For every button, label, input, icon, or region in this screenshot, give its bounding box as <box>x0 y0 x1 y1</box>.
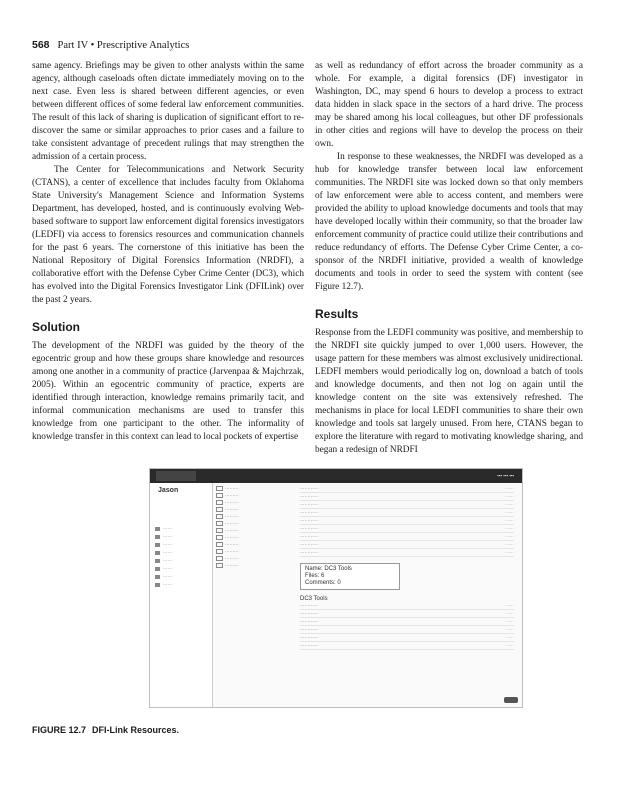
left-paragraph-2: The Center for Telecommunications and Network Security (CTANS), a center of excellence that includes faculty from Oklahoma State University's Management Science and Information Systems Department, has developed, hosted, and is continuously evolving Web-based software to support law enforcement digital forensics investigators (LEDFI) via access to forensics resources and communication channels for the past 6 years. The cornerstone of this initiative has been the National Repository of Digital Forensics Information (NRDFI), a collaborative effort with the Defense Cyber Crime Center (DC3), which has evolved into the Digital Forensics Investigator Link (DFILink) over the past 2 years. <box>32 165 304 305</box>
right-paragraph-2: In response to these weaknesses, the NRDFI was developed as a hub for knowledge transfer between local law enforcement communities. The NRDFI site was locked down so that only members of law enforcement were able to access content, and members were provided the ability to upload knowledge documents and tools that may have developed locally within their community, so that the broader law enforcement community of practice could utilize their contributions and reduce redundancy of efforts. The Defense Cyber Crime Center, a co-sponsor of the NRDFI initiative, provided a wealth of knowledge documents and tools in order to seed the system with content (see Figure 12.7). <box>315 152 583 292</box>
figure-box-line: Files: 6 <box>305 573 325 579</box>
left-column <box>32 60 304 444</box>
figure-caption <box>32 725 179 735</box>
right-paragraph-1: as well as redundancy of effort across the broader community as a whole. For example, a digital forensics (DF) investigator in Washington, DC, may spend 6 hours to develop a process to extract data hidden in slack space in the sectors of a hard drive. The process may be shared among his local colleagues, but other DF professionals in other cities and regions will have to develop the process on their own. <box>315 61 583 149</box>
figure-table-row: ············ ······ <box>300 603 514 608</box>
figure-logo <box>156 471 196 481</box>
figure-section-heading: DC3 Tools <box>300 596 328 602</box>
figure-title: DFI-Link Resources. <box>92 725 180 735</box>
running-header <box>32 39 189 51</box>
figure-menu-item: ······ <box>155 525 172 533</box>
figure-table-row: ············ ······ <box>300 643 514 648</box>
figure-table-row: ············ ······ <box>300 518 514 523</box>
figure-tree-item: ········· <box>216 555 296 562</box>
figure-corner-button <box>504 697 518 703</box>
figure-table-row: ············ ······ <box>300 619 514 624</box>
running-title: Part IV • Prescriptive Analytics <box>57 40 190 51</box>
figure-table-row: ············ ······ <box>300 542 514 547</box>
figure-table-row: ············ ······ <box>300 486 514 491</box>
figure-top-bar <box>150 469 522 483</box>
left-paragraph-3: The development of the NRDFI was guided by the theory of the egocentric group and how these groups share knowledge and resources among one another in a community of practice (Jarvenpaa & Majchrzak, 2005). Within an egocentric community of practice, experts are identified through interaction, knowledge remains primarily tacit, and informal communication mechanisms are used to transfer this knowledge from one participant to the other. The informality of knowledge transfer in this context can lead to local pockets of expertise <box>32 341 304 442</box>
figure-table-row: ············ ······ <box>300 635 514 640</box>
figure-box-line: Name: DC3 Tools <box>305 566 352 572</box>
right-paragraph-3: Response from the LEDFI community was positive, and membership to the NRDFI site quickly jumped to over 1,000 users. However, the usage pattern for these members was almost exclusively unidirectional. LEDFI members would periodically log on, download a batch of tools and knowledge documents, and then not log on again until the knowledge content on the site was extensively refreshed. The mechanisms in place for local LEDFI communities to share their own knowledge and tools sat largely unused. From here, CTANS began to explore the literature with regard to motivating knowledge sharing, and began a redesign of NRDFI <box>315 328 583 455</box>
figure-menu-item: ······ <box>155 549 172 557</box>
left-paragraph-1: same agency. Briefings may be given to other analysts within the same agency, although caseloads often dictate immediately moving on to the next case. Even less is shared between different agencies, or even between different offices of some federal law enforcement communities. The result of this lack of sharing is duplication of significant effort to re-discover the same or similar approaches to prior cases and a failure to take consistent advantage of precedent rulings that may strengthen the admission of a certain process. <box>32 61 304 162</box>
figure-menu-item: ······ <box>155 541 172 549</box>
figure-tree-item: ········· <box>216 541 296 548</box>
figure-table-row: ············ ······ <box>300 534 514 539</box>
figure-sidebar <box>150 483 213 707</box>
figure-label: FIGURE 12.7 <box>32 725 87 735</box>
figure-table-row: ············ ······ <box>300 526 514 531</box>
results-heading: Results <box>315 307 359 321</box>
figure-sidebar-menu <box>155 525 172 589</box>
figure-menu-item: ······ <box>155 533 172 541</box>
figure-nav-links: ▪▪▪ ▪▪▪ ▪▪▪ <box>497 473 514 478</box>
figure-folder-tree <box>216 485 296 595</box>
figure-table-row: ············ ······ <box>300 510 514 515</box>
figure-main-panel <box>300 485 514 650</box>
figure-tree-item: ········· <box>216 534 296 541</box>
figure-tree-item: ········· <box>216 513 296 520</box>
figure-table-row: ············ ······ <box>300 550 514 555</box>
figure-tree-item: ········· <box>216 527 296 534</box>
figure-tree-item: ········· <box>216 562 296 569</box>
figure-table-row: ············ ······ <box>300 611 514 616</box>
figure-menu-item: ······ <box>155 557 172 565</box>
figure-tree-item: ········· <box>216 485 296 492</box>
figure-menu-item: ······ <box>155 581 172 589</box>
figure-tree-item: ········· <box>216 506 296 513</box>
figure-table-row: ············ ······ <box>300 502 514 507</box>
figure-screenshot <box>149 468 523 708</box>
page-number: 568 <box>32 39 50 51</box>
figure-menu-item: ······ <box>155 565 172 573</box>
figure-tree-item: ········· <box>216 520 296 527</box>
solution-heading: Solution <box>32 320 80 334</box>
figure-table-row: ············ ······ <box>300 627 514 632</box>
figure-box-line: Comments: 0 <box>305 580 341 586</box>
right-column <box>315 60 583 457</box>
figure-detail-box <box>300 563 400 590</box>
figure-tree-item: ········· <box>216 492 296 499</box>
figure-menu-item: ······ <box>155 573 172 581</box>
figure-tree-item: ········· <box>216 499 296 506</box>
figure-table-row: ············ ······ <box>300 494 514 499</box>
figure-user-name: Jason <box>158 487 179 494</box>
figure-tree-item: ········· <box>216 548 296 555</box>
